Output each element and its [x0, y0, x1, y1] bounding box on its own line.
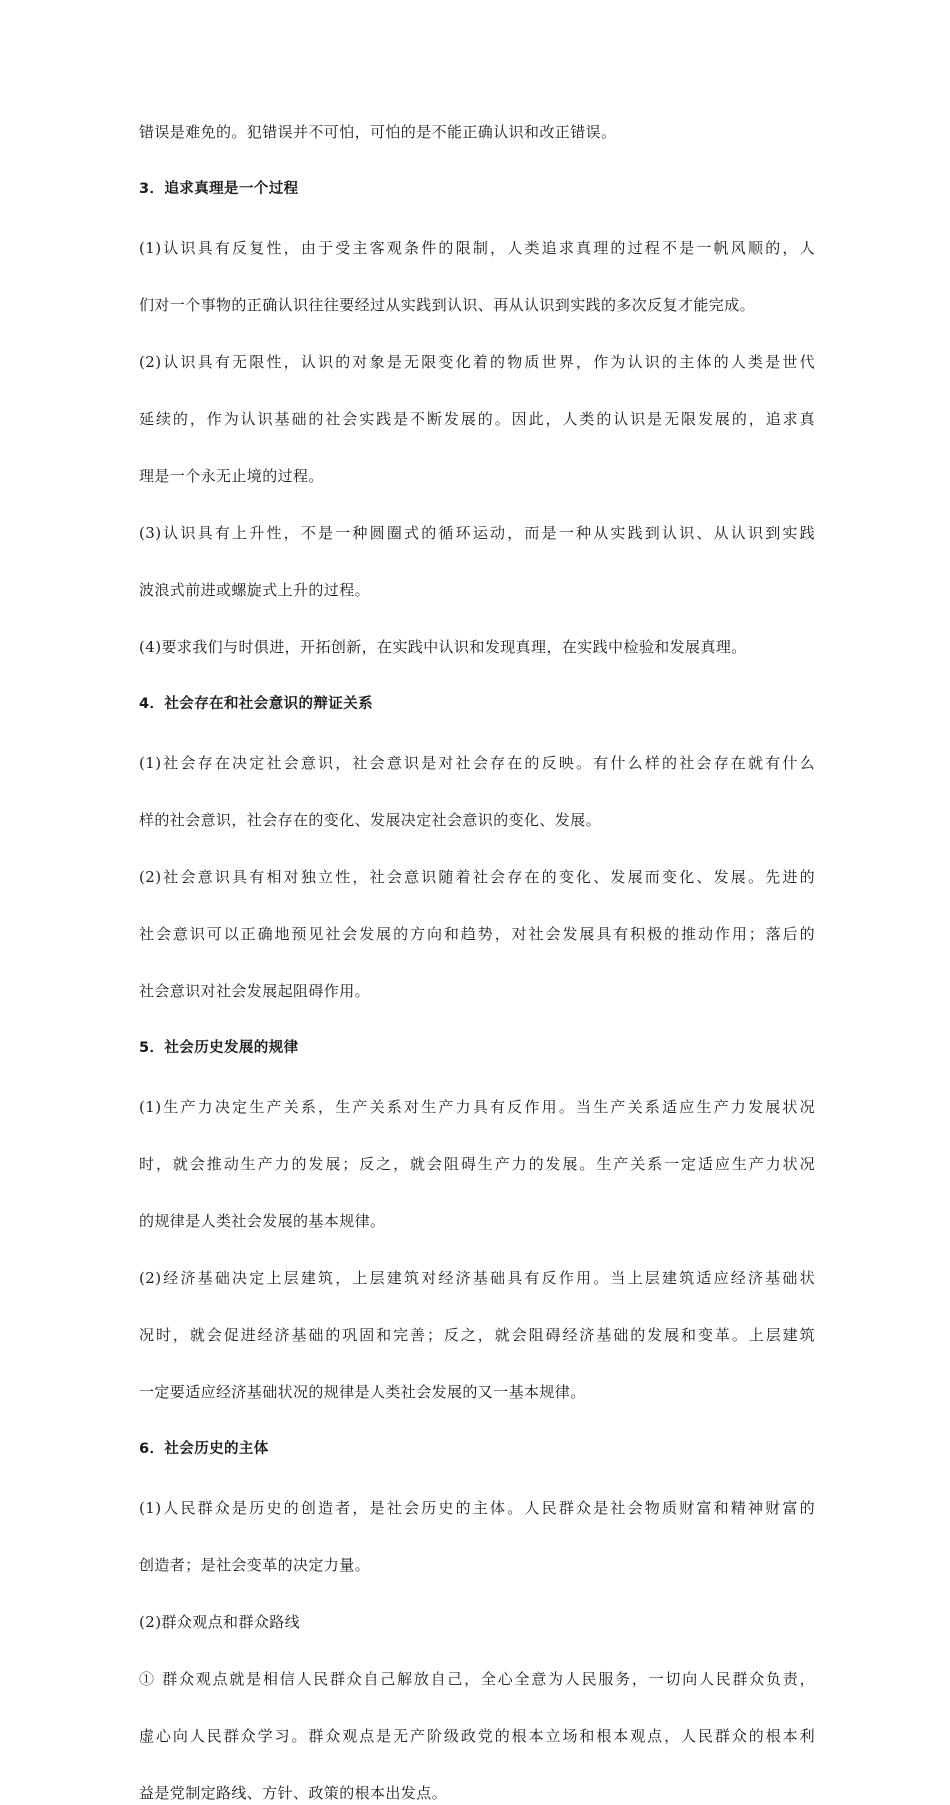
paragraph-line: 样的社会意识，社会存在的变化、发展决定社会意识的变化、发展。: [139, 811, 602, 829]
paragraph-line: 益是党制定路线、方针、政策的根本出发点。: [139, 1784, 448, 1802]
paragraph-line: 创造者；是社会变革的决定力量。: [139, 1556, 371, 1574]
paragraph-line: (2)经济基础决定上层建筑，上层建筑对经济基础具有反作用。当上层建筑适应经济基础状: [139, 1269, 815, 1287]
paragraph-line: 错误是难免的。犯错误并不可怕，可怕的是不能正确认识和改正错误。: [139, 123, 617, 141]
paragraph-line: 一定要适应经济基础状况的规律是人类社会发展的又一基本规律。: [139, 1383, 586, 1401]
paragraph-line: (2)认识具有无限性，认识的对象是无限变化着的物质世界，作为认识的主体的人类是世代: [139, 353, 815, 371]
paragraph-line: (3)认识具有上升性，不是一种圆圈式的循环运动，而是一种从实践到认识、从认识到实践: [139, 524, 815, 542]
paragraph-line: 理是一个永无止境的过程。: [139, 467, 324, 485]
paragraph-line: (1)社会存在决定社会意识，社会意识是对社会存在的反映。有什么样的社会存在就有什么: [139, 754, 815, 772]
paragraph-line: (2)群众观点和群众路线: [139, 1613, 301, 1631]
paragraph-line: (1)认识具有反复性，由于受主客观条件的限制，人类追求真理的过程不是一帆风顺的，人: [139, 239, 815, 257]
paragraph-line: (1)人民群众是历史的创造者，是社会历史的主体。人民群众是社会物质财富和精神财富的: [139, 1499, 815, 1517]
paragraph-line: 社会意识对社会发展起阻碍作用。: [139, 982, 371, 1000]
section-heading-3: 3．追求真理是一个过程: [139, 181, 299, 197]
paragraph-line: (2)社会意识具有相对独立性，社会意识随着社会存在的变化、发展而变化、发展。先进的: [139, 868, 815, 886]
paragraph-line: ① 群众观点就是相信人民群众自己解放自己，全心全意为人民服务，一切向人民群众负责，: [139, 1670, 815, 1688]
paragraph-line: 时，就会推动生产力的发展；反之，就会阻碍生产力的发展。生产关系一定适应生产力状况: [139, 1155, 815, 1173]
paragraph-line: 们对一个事物的正确认识往往要经过从实践到认识、再从认识到实践的多次反复才能完成。: [139, 296, 756, 314]
section-heading-5: 5．社会历史发展的规律: [139, 1040, 299, 1056]
paragraph-line: (4)要求我们与时俱进，开拓创新，在实践中认识和发现真理，在实践中检验和发展真理。: [139, 638, 747, 656]
document-body: [139, 120, 815, 1805]
paragraph-line: 虚心向人民群众学习。群众观点是无产阶级政党的根本立场和根本观点，人民群众的根本利: [139, 1727, 815, 1745]
paragraph-line: 社会意识可以正确地预见社会发展的方向和趋势，对社会发展具有积极的推动作用；落后的: [139, 925, 815, 943]
paragraph-line: 的规律是人类社会发展的基本规律。: [139, 1212, 386, 1230]
section-heading-4: 4．社会存在和社会意识的辩证关系: [139, 696, 373, 712]
paragraph-line: 波浪式前进或螺旋式上升的过程。: [139, 581, 371, 599]
paragraph-line: 延续的，作为认识基础的社会实践是不断发展的。因此，人类的认识是无限发展的，追求真: [139, 410, 815, 428]
section-heading-6: 6．社会历史的主体: [139, 1441, 269, 1457]
paragraph-line: (1)生产力决定生产关系，生产关系对生产力具有反作用。当生产关系适应生产力发展状况: [139, 1098, 815, 1116]
paragraph-line: 况时，就会促进经济基础的巩固和完善；反之，就会阻碍经济基础的发展和变革。上层建筑: [139, 1326, 815, 1344]
